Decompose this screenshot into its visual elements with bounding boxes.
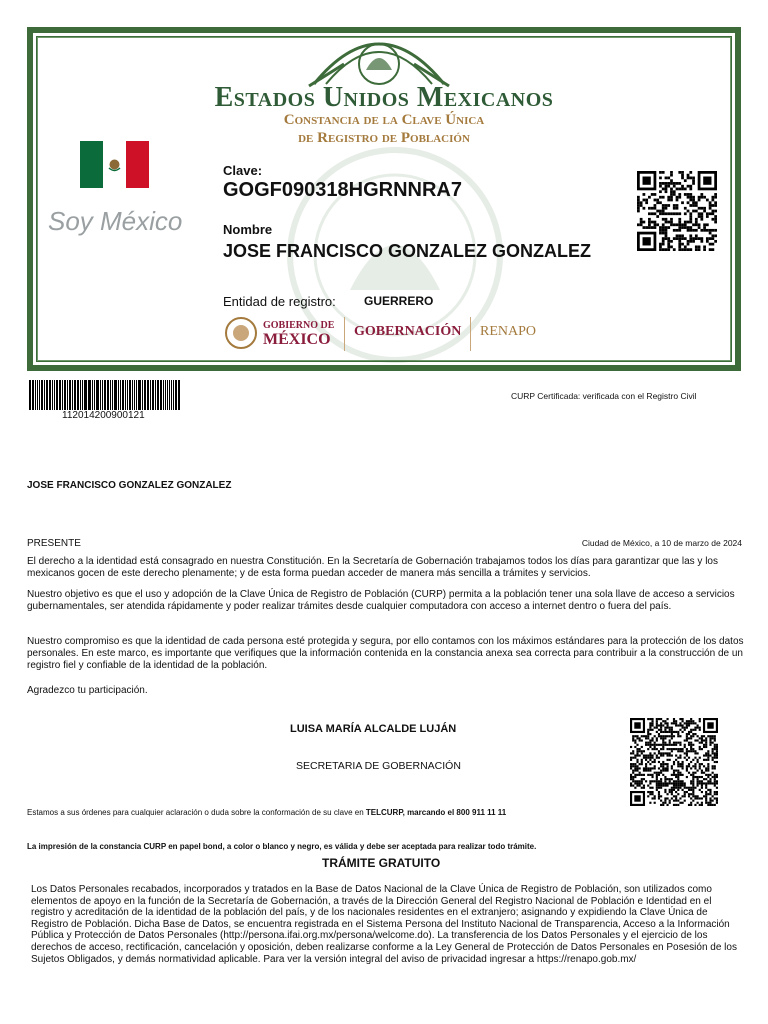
letter-date: Ciudad de México, a 10 de marzo de 2024 xyxy=(581,538,742,548)
soy-mexico-text: Soy México xyxy=(48,206,183,236)
recipient-name: JOSE FRANCISCO GONZALEZ GONZALEZ xyxy=(27,480,232,491)
paragraph-3: Nuestro compromiso es que la identidad de cada persona esté protegida y segura, por ello contamos con los máximos estándares para la protección de los datos personales. En este marco, es importante que verifiques que la información contenida en la constancia anexa sea correcta para contribuir a la construcción de un registro fiel y confiable de la identidad de la población. xyxy=(27,636,744,671)
privacy-notice: Los Datos Personales recabados, incorporados y tratados en la Base de Datos Nacional de la Clave Única de Registro de Población, son utilizados como elementos de apoyo en la función de la Secretaría de Gobernación, a través de la Dirección General del Registro Nacional de Población e Identidad en el registro y acreditación de la identidad de la población del país, y de los nacionales residentes en el extranjero; asignando y expidiendo la Clave Única de Registro de Población. Dicha Base de Datos, se encuentra registrada en el Sistema Persona del Instituto Nacional de Transparencia, Acceso a la Información Pública y Protección de Datos Personales (http://persona.ifai.org.mx/persona/welcome.do). La transferencia de los Datos Personales y el ejercicio de los derechos de acceso, rectificación, cancelación y oposición, deben realizarse conforme a la Ley General de Protección de Datos Personales en Posesión de los Sujetos Obligados, y demás normatividad aplicable. Para ver la versión integral del aviso de privacidad ingresar a https://renapo.gob.mx/ xyxy=(31,884,737,965)
paragraph-2: Nuestro objetivo es que el uso y adopción de la Clave Única de Registro de Población (CURP) permita a la población tener una sola llave de acceso a servicios gubernamentales, ser atendida rápidamente y poder realizar trámites desde cualquier computadora con acceso a internet dentro o fuera del país. xyxy=(27,589,735,612)
curp-value: GOGF090318HGRNNRA7 xyxy=(223,179,462,201)
barcode-icon xyxy=(29,380,181,410)
telcurp-phone: TELCURP, marcando el 800 911 11 11 xyxy=(365,808,507,817)
certificate-subtitle-2: de Registro de Población xyxy=(298,130,470,146)
gobierno-logo-line1: GOBIERNO DE xyxy=(263,320,335,331)
tramite-gratuito: TRÁMITE GRATUITO xyxy=(322,856,441,870)
entidad-value: GUERRERO xyxy=(364,294,434,308)
nombre-value: JOSE FRANCISCO GONZALEZ GONZALEZ xyxy=(223,241,592,261)
certificate-subtitle-1: Constancia de la Clave Única xyxy=(283,112,485,128)
gobierno-seal-icon xyxy=(225,317,257,349)
national-seal-icon xyxy=(304,24,454,88)
gobernacion-logo: GOBERNACIÓN xyxy=(354,324,462,339)
mexico-flag-icon xyxy=(80,141,149,188)
signer-title: SECRETARIA DE GOBERNACIÓN xyxy=(296,760,461,772)
clave-label: Clave: xyxy=(223,163,263,178)
presente-label: PRESENTE xyxy=(27,538,81,549)
paragraph-4: Agradezco tu participación. xyxy=(27,685,148,696)
qr-code-icon xyxy=(630,718,718,806)
entidad-label: Entidad de registro: xyxy=(223,294,336,309)
contact-line: Estamos a sus órdenes para cualquier aclaración o duda sobre la conformación de su clave en TELCURP, marcando el 800 911 11 11 xyxy=(27,808,507,817)
gobierno-logo-line2: MÉXICO xyxy=(263,331,331,348)
qr-code-icon xyxy=(637,171,717,251)
impresion-note: La impresión de la constancia CURP en papel bond, a color o blanco y negro, es válida y debe ser aceptada para realizar todo trámite. xyxy=(27,842,537,851)
nombre-label: Nombre xyxy=(223,222,273,237)
country-title: Estados Unidos Mexicanos xyxy=(214,82,554,113)
paragraph-1: El derecho a la identidad está consagrado en nuestra Constitución. En la Secretaría de Gobernación trabajamos todos los días para garantizar que las y los mexicanos gocen de este derecho plenamente; y de esta forma puedan acceder de manera más sencilla a trámites y servicios. xyxy=(27,556,718,579)
curp-certificada-note: CURP Certificada: verificada con el Registro Civil xyxy=(511,391,697,401)
signer-name: LUISA MARÍA ALCALDE LUJÁN xyxy=(290,723,457,735)
renapo-logo: RENAPO xyxy=(480,324,537,339)
barcode-number: 112014200900121 xyxy=(62,410,145,421)
